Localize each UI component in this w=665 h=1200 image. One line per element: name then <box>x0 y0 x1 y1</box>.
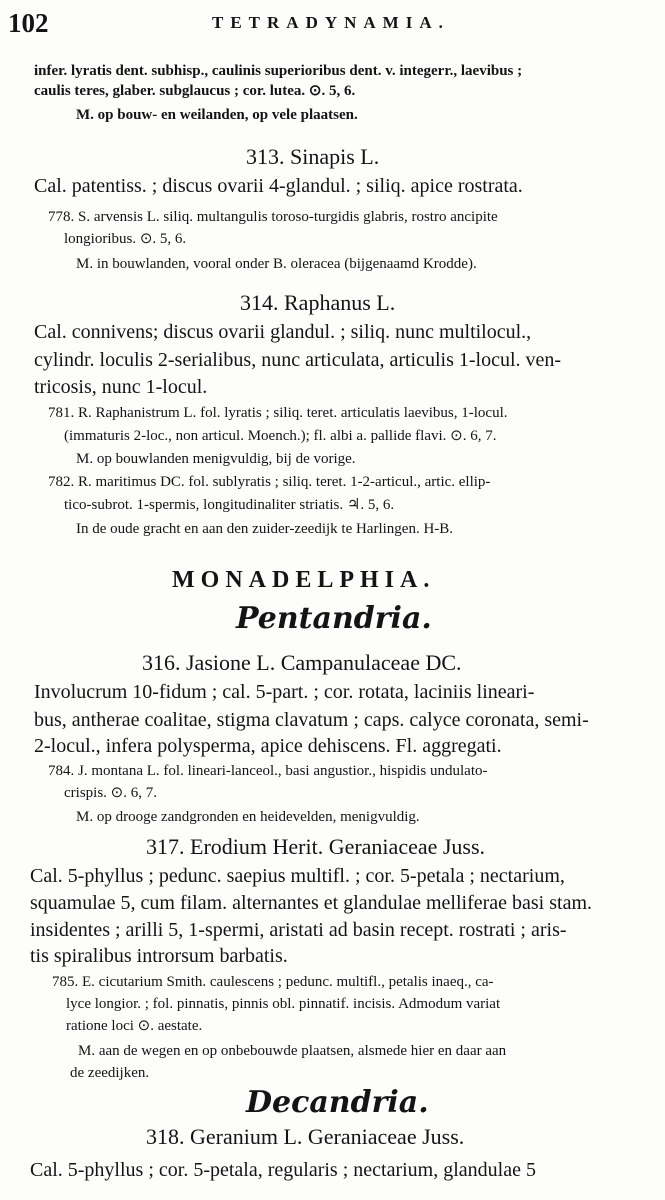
species-entry: crispis. ⊙. 6, 7. <box>64 785 157 801</box>
genus-heading: 314. Raphanus L. <box>240 290 396 315</box>
genus-description: tricosis, nunc 1-locul. <box>34 376 208 398</box>
order-heading: Decandria. <box>246 1085 429 1120</box>
species-entry: longioribus. ⊙. 5, 6. <box>64 231 187 247</box>
text-line: M. op bouw- en weilanden, op vele plaatsen. <box>76 107 358 123</box>
locality-note: M. op bouwlanden menigvuldig, bij de vorige. <box>76 451 356 467</box>
species-entry: 778. S. arvensis L. siliq. multangulis toroso-turgidis glabris, rostro ancipite <box>48 209 498 225</box>
genus-description: 2-locul., infera polysperma, apice dehiscens. Fl. aggregati. <box>34 735 502 757</box>
species-entry: 784. J. montana L. fol. lineari-lanceol., basi angustior., hispidis undulato- <box>48 763 488 779</box>
genus-description: cylindr. loculis 2-serialibus, nunc articulata, articulis 1-locul. ven- <box>34 349 562 371</box>
species-entry: (immaturis 2-loc., non articul. Moench.); fl. albi a. pallide flavi. ⊙. 6, 7. <box>64 428 497 444</box>
genus-description: Cal. patentiss. ; discus ovarii 4-glandul. ; siliq. apice rostrata. <box>34 175 523 197</box>
text-line: caulis teres, glaber. subglaucus ; cor. lutea. ⊙. 5, 6. <box>34 83 356 99</box>
species-entry: 782. R. maritimus DC. fol. sublyratis ; siliq. teret. 1-2-articul., artic. ellip- <box>48 474 491 490</box>
genus-description: bus, antherae coalitae, stigma clavatum ; caps. calyce coronata, semi- <box>34 709 589 731</box>
page-number: 102 <box>8 8 49 38</box>
genus-description: Cal. 5-phyllus ; pedunc. saepius multifl. ; cor. 5-petala ; nectarium, <box>30 865 565 887</box>
locality-note: de zeedijken. <box>70 1065 150 1081</box>
species-entry: 781. R. Raphanistrum L. fol. lyratis ; siliq. teret. articulatis laevibus, 1-locul. <box>48 405 508 421</box>
genus-heading: 317. Erodium Herit. Geraniaceae Juss. <box>146 834 486 859</box>
running-title: TETRADYNAMIA. <box>212 13 450 32</box>
order-heading: Pentandria. <box>236 601 432 636</box>
genus-heading: 316. Jasione L. Campanulaceae DC. <box>142 650 462 675</box>
species-entry: tico-subrot. 1-spermis, longitudinaliter striatis. ♃. 5, 6. <box>64 497 395 513</box>
genus-description: Involucrum 10-fidum ; cal. 5-part. ; cor. rotata, laciniis lineari- <box>34 681 535 703</box>
species-entry: 785. E. cicutarium Smith. caulescens ; pedunc. multifl., petalis inaeq., ca- <box>52 974 494 990</box>
genus-description: squamulae 5, cum filam. alternantes et glandulae melliferae basi stam. <box>30 892 593 914</box>
locality-note: M. op drooge zandgronden en heidevelden, menigvuldig. <box>76 809 420 825</box>
genus-description: tis spiralibus introrsum barbatis. <box>30 945 288 967</box>
genus-heading: 318. Geranium L. Geraniaceae Juss. <box>146 1124 465 1149</box>
species-entry: lyce longior. ; fol. pinnatis, pinnis obl. pinnatif. incisis. Admodum variat <box>66 996 501 1012</box>
locality-note: M. aan de wegen en op onbebouwde plaatsen, alsmede hier en daar aan <box>78 1043 507 1059</box>
class-heading: MONADELPHIA. <box>172 567 436 593</box>
genus-heading: 313. Sinapis L. <box>246 144 380 169</box>
locality-note: M. in bouwlanden, vooral onder B. oleracea (bijgenaamd Krodde). <box>76 256 477 272</box>
genus-description: Cal. 5-phyllus ; cor. 5-petala, regularis ; nectarium, glandulae 5 <box>30 1159 536 1181</box>
genus-description: Cal. connivens; discus ovarii glandul. ; siliq. nunc multilocul., <box>34 321 532 343</box>
species-entry: ratione loci ⊙. aestate. <box>66 1018 203 1034</box>
text-line: infer. lyratis dent. subhisp., caulinis superioribus dent. v. integerr., laevibus ; <box>34 63 523 79</box>
genus-description: insidentes ; arilli 5, 1-spermi, aristati ad basin recept. rostrati ; aris- <box>30 919 567 941</box>
locality-note: In de oude gracht en aan den zuider-zeedijk te Harlingen. H-B. <box>76 521 454 537</box>
